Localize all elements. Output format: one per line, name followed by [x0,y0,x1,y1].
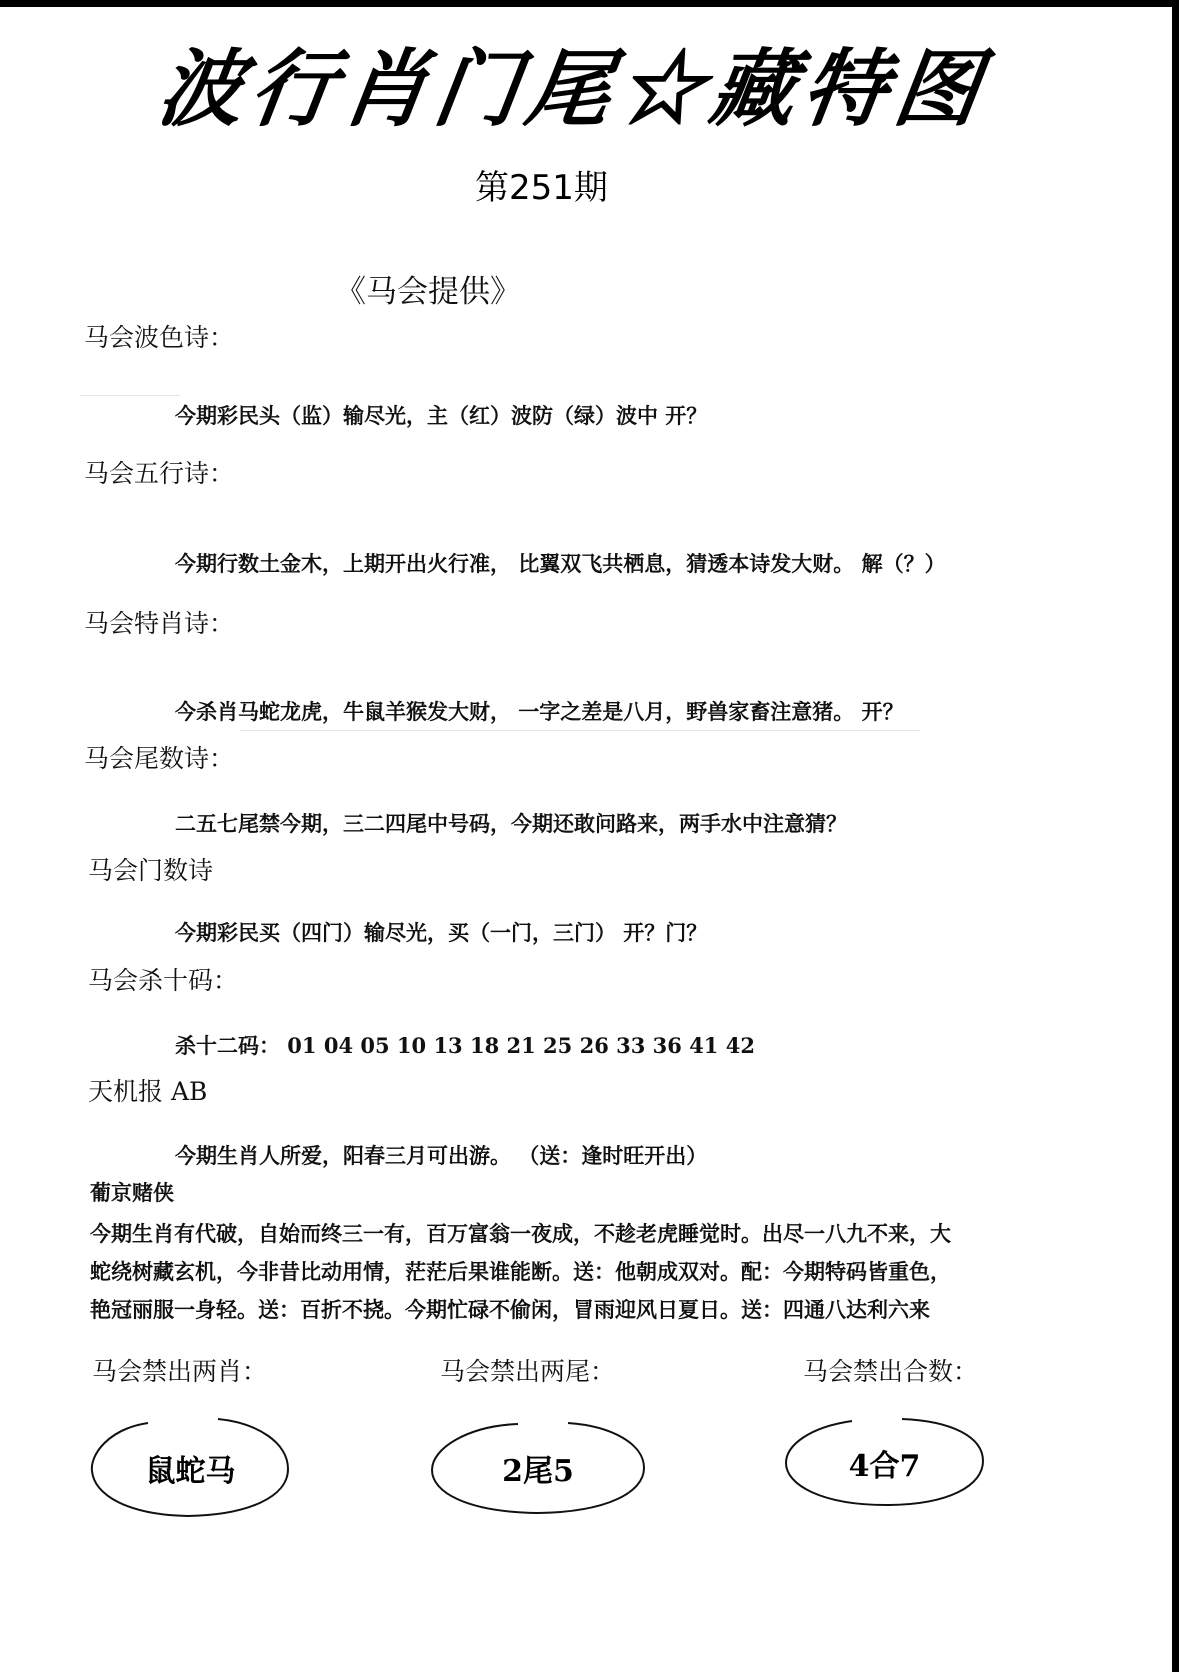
ban-label-combo: 马会禁出合数： [803,1357,979,1386]
section-text-tianji: 今期生肖人所爱，阳春三月可出游。 （送：逢时旺开出） [175,1143,708,1168]
poem-line: 蛇绕树藏玄机，今非昔比动用情，茫茫后果谁能断。送：他朝成双对。配：今期特码皆重色， [90,1259,951,1284]
section-label-wave-color: 马会波色诗： [84,323,235,352]
section-text-special-zodiac: 今杀肖马蛇龙虎，牛鼠羊猴发大财， 一字之差是八月，野兽家畜注意猪。 开？ [175,699,904,724]
scan-artifact [240,730,920,731]
section-label-kill-ten: 马会杀十码： [88,966,239,995]
ban-ellipse-combo [782,1415,987,1510]
section-label-five-elements: 马会五行诗： [84,459,235,488]
poem-label: 葡京赌侠 [90,1180,174,1205]
ban-value-zodiac: 鼠蛇马 [145,1453,236,1489]
section-text-tail-number: 二五七尾禁今期，三二四尾中号码，今期还敢问路来，两手水中注意猜？ [175,811,847,836]
issue-number: 第251期 [475,168,608,208]
poem-line: 艳冠丽服一身轻。送：百折不挠。今期忙碌不偷闲，冒雨迎风日夏日。送：四通八达利六来 [90,1297,930,1322]
ban-ellipse-tail [428,1420,648,1515]
scan-artifact [80,395,180,396]
section-label-tianji: 天机报 AB [88,1077,208,1106]
top-border [0,0,1179,7]
section-text-door-number: 今期彩民买（四门）输尽光，买（一门，三门） 开？门？ [175,920,708,945]
ban-ellipse-zodiac [88,1415,293,1520]
page-title: 波行肖门尾☆藏特图 [152,39,995,138]
section-label-door-number: 马会门数诗 [88,856,214,885]
section-label-tail-number: 马会尾数诗： [84,744,235,773]
ban-label-tail: 马会禁出两尾： [440,1357,616,1386]
poem-text [90,1215,1080,1329]
right-border [1172,0,1179,1672]
poem-line: 今期生肖有代破，自始而终三一有，百万富翁一夜成，不趁老虎睡觉时。出尽一八九不来，大 [90,1221,951,1246]
section-text-wave-color: 今期彩民头（监）输尽光，主（红）波防（绿）波中 开？ [175,403,708,428]
ban-label-zodiac: 马会禁出两肖： [92,1357,268,1386]
provider-label: 《马会提供》 [335,274,521,310]
section-text-kill-ten: 杀十二码： 01 04 05 10 13 18 21 25 26 33 36 41 42 [175,1033,755,1058]
ban-value-tail: 2尾5 [502,1453,574,1489]
section-label-special-zodiac: 马会特肖诗： [84,609,235,638]
section-text-five-elements: 今期行数土金木，上期开出火行准， 比翼双飞共栖息，猜透本诗发大财。 解（？） [175,551,946,576]
ban-value-combo: 4合7 [848,1448,921,1484]
